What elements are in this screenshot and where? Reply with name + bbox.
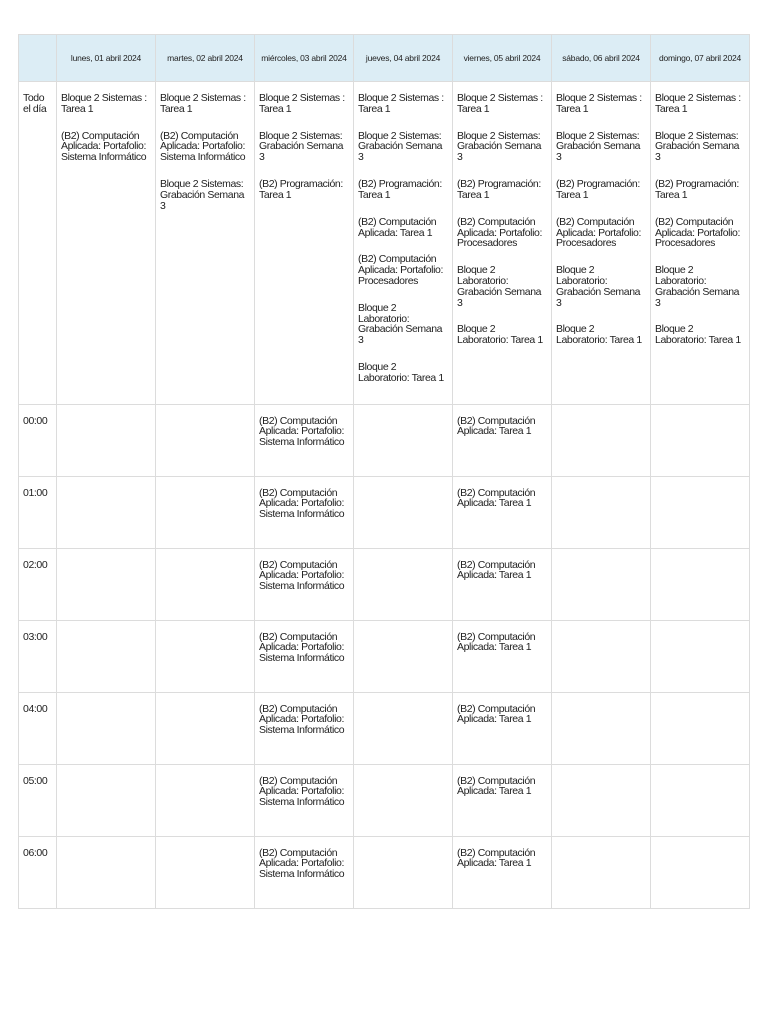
calendar-event[interactable]: (B2) Computación Aplicada: Tarea 1 <box>457 630 536 654</box>
day-cell[interactable] <box>57 82 156 405</box>
day-cell[interactable] <box>156 476 255 548</box>
day-cell[interactable] <box>255 476 354 548</box>
calendar-event[interactable]: Bloque 2 Sistemas : Tarea 1 <box>457 92 543 115</box>
day-cell[interactable] <box>453 82 552 405</box>
calendar-event[interactable]: (B2) Computación Aplicada: Tarea 1 <box>457 414 536 438</box>
day-header: martes, 02 abril 2024 <box>156 35 255 82</box>
calendar-event[interactable]: Bloque 2 Sistemas: Grabación Semana 3 <box>457 129 542 164</box>
day-cell[interactable] <box>57 620 156 692</box>
calendar-event[interactable]: (B2) Computación Aplicada: Tarea 1 <box>457 846 536 870</box>
calendar-event[interactable]: Bloque 2 Sistemas: Grabación Semana 3 <box>259 129 344 164</box>
calendar-event[interactable]: (B2) Computación Aplicada: Tarea 1 <box>457 486 536 510</box>
day-cell[interactable] <box>651 476 750 548</box>
day-cell[interactable] <box>453 476 552 548</box>
day-cell[interactable] <box>552 548 651 620</box>
row-label: 01:00 <box>19 476 57 548</box>
week-calendar-table <box>18 34 750 909</box>
corner-cell <box>19 35 57 82</box>
day-cell[interactable] <box>255 82 354 405</box>
calendar-event[interactable]: Bloque 2 Laboratorio: Tarea 1 <box>358 361 444 384</box>
day-header: domingo, 07 abril 2024 <box>651 35 750 82</box>
day-cell[interactable] <box>354 692 453 764</box>
day-cell[interactable] <box>453 404 552 476</box>
day-cell[interactable] <box>354 764 453 836</box>
day-cell[interactable] <box>453 620 552 692</box>
day-cell[interactable] <box>57 836 156 908</box>
calendar-event[interactable]: Bloque 2 Laboratorio: Tarea 1 <box>457 323 543 347</box>
day-cell[interactable] <box>57 548 156 620</box>
hour-row <box>19 404 750 476</box>
calendar-event[interactable]: (B2) Computación Aplicada: Tarea 1 <box>457 702 536 726</box>
day-cell[interactable] <box>651 692 750 764</box>
hour-row <box>19 476 750 548</box>
calendar-event[interactable]: (B2) Computación Aplicada: Portafolio: Procesadores <box>358 253 443 287</box>
day-cell[interactable] <box>552 620 651 692</box>
day-cell[interactable] <box>651 82 750 405</box>
day-header-row <box>19 35 750 82</box>
calendar-event[interactable]: (B2) Computación Aplicada: Portafolio: Procesadores <box>655 215 740 250</box>
day-header: sábado, 06 abril 2024 <box>552 35 651 82</box>
calendar-event[interactable]: (B2) Computación Aplicada: Portafolio: Sistema Informático <box>259 414 345 449</box>
day-header: viernes, 05 abril 2024 <box>453 35 552 82</box>
hour-row <box>19 764 750 836</box>
day-cell[interactable] <box>552 476 651 548</box>
day-cell[interactable] <box>354 82 453 405</box>
row-label: Todo el día <box>19 82 57 405</box>
day-cell[interactable] <box>651 548 750 620</box>
calendar-event[interactable]: (B2) Computación Aplicada: Portafolio: Sistema Informático <box>259 558 345 593</box>
calendar-event[interactable]: (B2) Computación Aplicada: Tarea 1 <box>457 774 536 798</box>
day-cell[interactable] <box>453 548 552 620</box>
calendar-event[interactable]: (B2) Computación Aplicada: Portafolio: Sistema Informático <box>61 129 147 164</box>
all-day-row <box>19 82 750 405</box>
day-cell[interactable] <box>57 404 156 476</box>
day-cell[interactable] <box>552 692 651 764</box>
calendar-event[interactable]: (B2) Programación: Tarea 1 <box>556 178 640 201</box>
day-cell[interactable] <box>255 692 354 764</box>
day-cell[interactable] <box>453 764 552 836</box>
calendar-event[interactable]: Bloque 2 Laboratorio: Tarea 1 <box>556 323 642 347</box>
day-cell[interactable] <box>156 548 255 620</box>
calendar-event[interactable]: (B2) Computación Aplicada: Portafolio: Sistema Informático <box>259 846 345 881</box>
day-cell[interactable] <box>255 620 354 692</box>
calendar-event[interactable]: (B2) Programación: Tarea 1 <box>259 178 343 201</box>
day-cell[interactable] <box>57 476 156 548</box>
day-cell[interactable] <box>651 404 750 476</box>
calendar-event[interactable]: (B2) Computación Aplicada: Portafolio: Sistema Informático <box>259 774 345 809</box>
day-cell[interactable] <box>156 404 255 476</box>
calendar-event[interactable]: Bloque 2 Sistemas: Grabación Semana 3 <box>556 129 641 164</box>
calendar-event[interactable]: (B2) Computación Aplicada: Portafolio: Sistema Informático <box>259 486 345 521</box>
day-cell[interactable] <box>552 404 651 476</box>
calendar-event[interactable]: Bloque 2 Sistemas: Grabación Semana 3 <box>358 129 443 164</box>
calendar-event[interactable]: Bloque 2 Sistemas : Tarea 1 <box>61 92 147 115</box>
calendar-event[interactable]: Bloque 2 Sistemas : Tarea 1 <box>655 92 741 115</box>
hour-row <box>19 620 750 692</box>
day-cell[interactable] <box>453 836 552 908</box>
day-cell[interactable] <box>651 836 750 908</box>
day-cell[interactable] <box>354 836 453 908</box>
day-cell[interactable] <box>255 548 354 620</box>
day-cell[interactable] <box>156 82 255 405</box>
calendar-event[interactable]: (B2) Computación Aplicada: Tarea 1 <box>457 558 536 582</box>
day-cell[interactable] <box>651 620 750 692</box>
day-cell[interactable] <box>156 836 255 908</box>
day-cell[interactable] <box>354 476 453 548</box>
hour-row <box>19 548 750 620</box>
calendar-event[interactable]: Bloque 2 Sistemas : Tarea 1 <box>160 92 246 115</box>
calendar-event[interactable]: Bloque 2 Laboratorio: Grabación Semana 3 <box>556 264 641 309</box>
day-cell[interactable] <box>354 620 453 692</box>
day-cell[interactable] <box>453 692 552 764</box>
calendar-event[interactable]: Bloque 2 Sistemas: Grabación Semana 3 <box>655 129 740 164</box>
row-label: 03:00 <box>19 620 57 692</box>
day-cell[interactable] <box>57 692 156 764</box>
day-cell[interactable] <box>255 764 354 836</box>
row-label: 05:00 <box>19 764 57 836</box>
day-cell[interactable] <box>156 692 255 764</box>
day-cell[interactable] <box>651 764 750 836</box>
calendar-event[interactable]: Bloque 2 Laboratorio: Grabación Semana 3 <box>358 301 443 347</box>
day-cell[interactable] <box>156 764 255 836</box>
day-cell[interactable] <box>354 404 453 476</box>
calendar-event[interactable]: (B2) Computación Aplicada: Portafolio: Procesadores <box>457 215 542 250</box>
day-cell[interactable] <box>552 836 651 908</box>
day-cell[interactable] <box>552 82 651 405</box>
hour-row <box>19 836 750 908</box>
day-cell[interactable] <box>354 548 453 620</box>
calendar-body <box>19 82 750 909</box>
day-header: miércoles, 03 abril 2024 <box>255 35 354 82</box>
row-label: 00:00 <box>19 404 57 476</box>
row-label: 02:00 <box>19 548 57 620</box>
calendar-event[interactable]: (B2) Computación Aplicada: Portafolio: Sistema Informático <box>259 702 345 737</box>
day-cell[interactable] <box>255 836 354 908</box>
calendar-event[interactable]: (B2) Computación Aplicada: Portafolio: Sistema Informático <box>160 129 246 164</box>
calendar-event[interactable]: Bloque 2 Laboratorio: Grabación Semana 3 <box>457 264 542 309</box>
calendar-event[interactable]: (B2) Programación: Tarea 1 <box>358 178 442 201</box>
day-header: jueves, 04 abril 2024 <box>354 35 453 82</box>
calendar-event[interactable]: (B2) Programación: Tarea 1 <box>457 178 541 201</box>
day-cell[interactable] <box>57 764 156 836</box>
calendar-event[interactable]: Bloque 2 Laboratorio: Grabación Semana 3 <box>655 264 740 309</box>
day-cell[interactable] <box>552 764 651 836</box>
calendar-event[interactable]: Bloque 2 Sistemas : Tarea 1 <box>556 92 642 115</box>
calendar-event[interactable]: (B2) Computación Aplicada: Portafolio: Sistema Informático <box>259 630 345 665</box>
calendar-event[interactable]: (B2) Programación: Tarea 1 <box>655 178 739 201</box>
calendar-event[interactable]: Bloque 2 Sistemas : Tarea 1 <box>259 92 345 115</box>
row-label: 06:00 <box>19 836 57 908</box>
calendar-event[interactable]: (B2) Computación Aplicada: Tarea 1 <box>358 215 437 239</box>
calendar-event[interactable]: Bloque 2 Sistemas : Tarea 1 <box>358 92 444 115</box>
calendar-event[interactable]: (B2) Computación Aplicada: Portafolio: Procesadores <box>556 215 641 250</box>
hour-row <box>19 692 750 764</box>
day-header: lunes, 01 abril 2024 <box>57 35 156 82</box>
row-label: 04:00 <box>19 692 57 764</box>
calendar-event[interactable]: Bloque 2 Sistemas: Grabación Semana 3 <box>160 178 245 212</box>
calendar-event[interactable]: Bloque 2 Laboratorio: Tarea 1 <box>655 323 741 347</box>
day-cell[interactable] <box>156 620 255 692</box>
day-cell[interactable] <box>255 404 354 476</box>
